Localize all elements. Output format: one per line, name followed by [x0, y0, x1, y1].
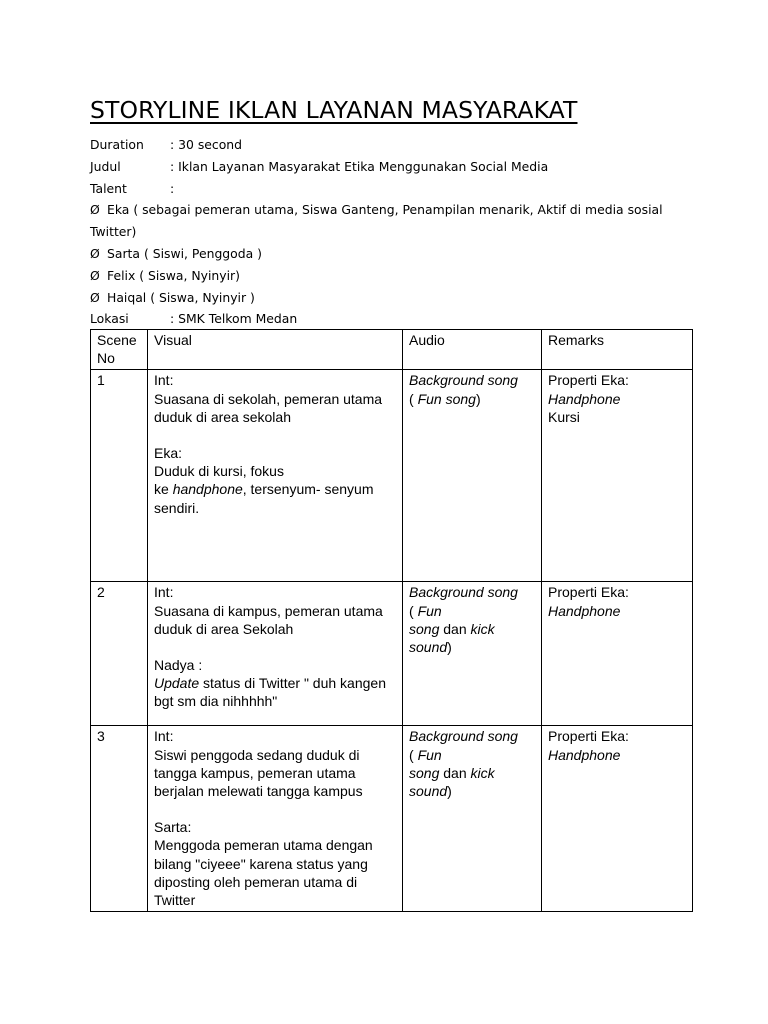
audio-line — [409, 602, 535, 620]
visual-line: Int: — [154, 728, 174, 745]
visual-line — [154, 480, 396, 516]
talent-text: Eka ( sebagai pemeran utama, Siswa Ganteng, Penampilan menarik, Aktif di media sosial Twitter) — [90, 202, 663, 240]
visual-cell — [148, 582, 403, 726]
audio-text: ( — [409, 746, 418, 763]
audio-italic: Fun — [417, 746, 442, 763]
audio-text: ) — [475, 390, 481, 407]
header-scene: Scene No — [91, 330, 148, 370]
talent-text: Haiqal ( Siswa, Nyinyir ) — [107, 289, 255, 305]
talent-text: Sarta ( Siswi, Penggoda ) — [107, 245, 262, 261]
visual-line: Int: — [154, 584, 174, 601]
remarks-cell — [542, 370, 693, 582]
audio-text: ) — [447, 783, 452, 800]
judul-value: : Iklan Layanan Masyarakat Etika Menggunakan Social Media — [170, 158, 549, 174]
duration-label: Duration — [90, 137, 144, 152]
bullet-icon: Ø — [90, 245, 100, 261]
audio-line — [409, 764, 535, 800]
document-title: STORYLINE IKLAN LAYANAN MASYARAKAT — [90, 96, 578, 124]
duration-row — [90, 134, 690, 156]
spacer — [154, 426, 396, 444]
visual-line: Menggoda pemeran utama dengan bilang "ciyeee" karena status yang diposting oleh pemeran utama di Twitter — [154, 837, 373, 909]
audio-line — [409, 390, 535, 408]
talent-item — [90, 243, 690, 265]
table-row — [91, 370, 693, 582]
bullet-icon: Ø — [90, 267, 100, 283]
audio-line — [409, 746, 535, 764]
talent-value: : — [170, 180, 175, 196]
talent-text: Felix ( Siswa, Nyinyir) — [107, 267, 240, 283]
audio-italic: Background song — [409, 372, 518, 389]
remarks-line: Kursi — [548, 408, 580, 425]
visual-line: Sarta: — [154, 819, 192, 836]
audio-italic: Background song — [409, 584, 518, 601]
audio-italic: song — [409, 620, 440, 637]
audio-italic: Fun song — [417, 390, 476, 407]
lokasi-value: : SMK Telkom Medan — [170, 311, 298, 327]
visual-text: status di Twitter " duh kangen bgt sm dia nihhhhh" — [154, 675, 386, 710]
visual-line: Int: — [154, 372, 174, 389]
visual-line: Duduk di kursi, fokus — [154, 463, 284, 480]
visual-line: Nadya : — [154, 657, 203, 674]
remarks-cell — [542, 582, 693, 726]
visual-cell — [148, 726, 403, 912]
audio-cell — [403, 370, 542, 582]
lokasi-label: Lokasi — [90, 311, 129, 327]
spacer — [154, 800, 396, 818]
table-row — [91, 582, 693, 726]
visual-cell — [148, 370, 403, 582]
judul-label: Judul — [90, 158, 121, 174]
scene-number: 1 — [91, 370, 148, 582]
remarks-cell — [542, 726, 693, 912]
visual-text: ke — [154, 481, 173, 498]
audio-italic: song — [409, 764, 440, 781]
audio-cell — [403, 726, 542, 912]
remarks-line: Properti Eka: — [548, 372, 629, 389]
judul-row — [90, 156, 690, 178]
audio-text: ( — [409, 602, 418, 619]
visual-line: Eka: — [154, 445, 183, 462]
audio-text: ( — [409, 390, 418, 407]
talent-label: Talent — [90, 180, 127, 196]
metadata-section — [90, 134, 690, 330]
spacer — [154, 638, 396, 656]
table-row — [91, 726, 693, 912]
scene-number: 2 — [91, 582, 148, 726]
scene-number: 3 — [91, 726, 148, 912]
audio-text: ) — [447, 639, 452, 656]
audio-text: dan — [439, 620, 471, 637]
audio-cell — [403, 582, 542, 726]
header-visual: Visual — [148, 330, 403, 370]
audio-italic: Fun — [417, 602, 442, 619]
talent-item — [90, 265, 690, 287]
bullet-icon: Ø — [90, 289, 100, 305]
header-remarks: Remarks — [542, 330, 693, 370]
visual-line: Siswi penggoda sedang duduk di tangga kampus, pemeran utama berjalan melewati tangga kampus — [154, 746, 363, 800]
remarks-italic: Handphone — [548, 390, 621, 407]
talent-item — [90, 287, 690, 309]
header-audio: Audio — [403, 330, 542, 370]
remarks-italic: Handphone — [548, 602, 621, 619]
visual-italic: Update — [154, 675, 200, 692]
audio-italic: Background song — [409, 728, 518, 745]
remarks-italic: Handphone — [548, 746, 621, 763]
talent-row — [90, 178, 690, 200]
audio-text: dan — [439, 764, 471, 781]
bullet-icon: Ø — [90, 202, 100, 218]
audio-italic: kick sound — [409, 620, 495, 656]
audio-line — [409, 620, 535, 656]
table-header-row — [91, 330, 693, 370]
talent-item — [90, 199, 690, 243]
remarks-line: Properti Eka: — [548, 584, 629, 601]
visual-text: , tersenyum- senyum sendiri. — [154, 481, 374, 516]
audio-italic: kick sound — [409, 764, 495, 800]
visual-line: Suasana di sekolah, pemeran utama duduk di area sekolah — [154, 390, 383, 425]
visual-italic: handphone — [172, 481, 243, 498]
lokasi-row — [90, 308, 690, 330]
visual-line: Suasana di kampus, pemeran utama duduk di area Sekolah — [154, 602, 383, 637]
duration-value: : 30 second — [170, 137, 243, 152]
storyline-table — [90, 329, 693, 912]
visual-line — [154, 674, 396, 710]
remarks-line: Properti Eka: — [548, 728, 629, 745]
